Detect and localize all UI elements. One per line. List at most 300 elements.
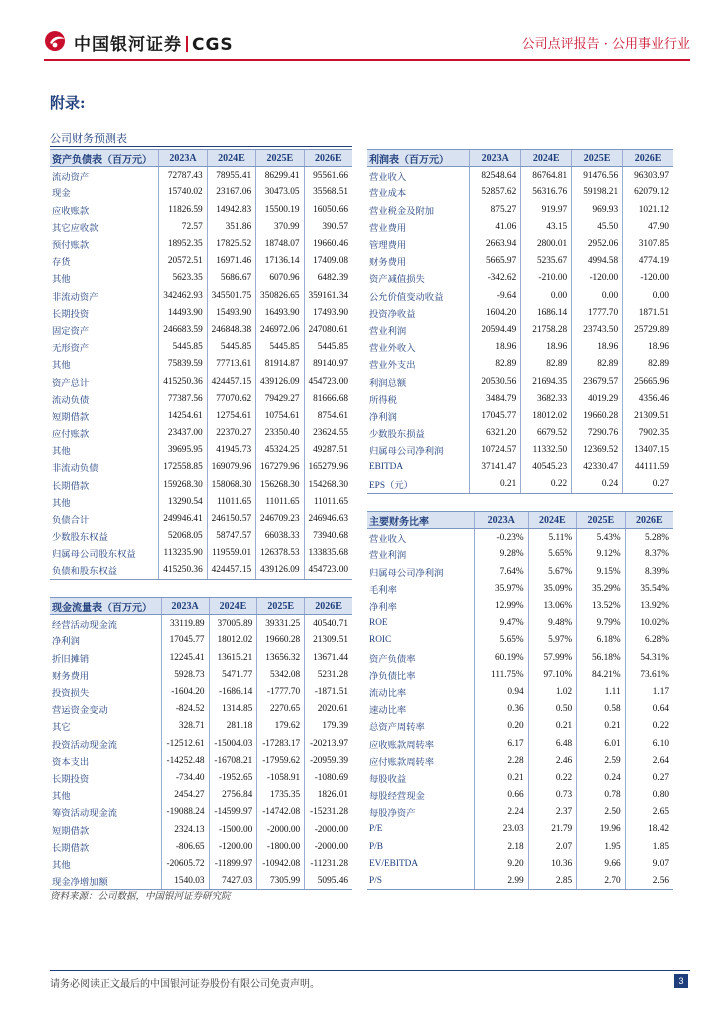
value-cell: 13407.15 (623, 442, 673, 459)
row-label: ROE (369, 618, 388, 629)
table-row (50, 459, 352, 476)
page-number: 3 (674, 974, 688, 988)
value-cell: 33119.89 (161, 615, 209, 632)
value-cell: 86764.81 (521, 167, 572, 184)
value-cell: 9.28% (474, 546, 528, 563)
year-header-cell: 2025E (257, 598, 305, 615)
value-cell: -120.00 (572, 270, 623, 287)
table-row (50, 442, 352, 459)
value-cell: 10754.61 (256, 407, 304, 424)
value-cell: 1314.85 (209, 701, 257, 718)
value-cell: 73940.68 (304, 528, 352, 545)
value-cell: 9.12% (577, 546, 626, 563)
row-label: 现金净增加额 (50, 873, 161, 890)
value-cell: 0.73 (528, 787, 577, 804)
row-label: 归属母公司净利润 (369, 568, 444, 579)
value-cell: 17136.14 (256, 253, 304, 270)
table-row (50, 821, 352, 838)
value-cell: 247080.61 (304, 321, 352, 338)
row-label: 其他 (52, 498, 71, 509)
row-label: 折旧摊销 (52, 654, 90, 665)
table-row (367, 546, 673, 563)
table-row (367, 632, 673, 649)
value-cell: 18952.35 (159, 235, 207, 252)
row-label: 其它 (52, 723, 71, 734)
row-label: 其它应收款 (52, 223, 99, 234)
value-cell: 23437.00 (159, 425, 207, 442)
value-cell: 81914.87 (256, 356, 304, 373)
value-cell: 35568.51 (304, 184, 352, 201)
table-row (367, 356, 673, 373)
value-cell: -0.23% (474, 529, 528, 546)
value-cell: 0.00 (521, 287, 572, 304)
row-label: 其他 (52, 275, 71, 286)
value-cell: 1735.35 (257, 787, 305, 804)
table-row (50, 373, 352, 390)
section-title: 公司财务预测表 (50, 132, 127, 145)
table-row (50, 390, 352, 407)
value-cell: 126378.53 (256, 545, 304, 562)
table-row (367, 752, 673, 769)
row-label: 预付账款 (52, 241, 90, 252)
value-cell: 0.36 (474, 701, 528, 718)
value-cell: 246972.06 (256, 321, 304, 338)
value-cell: 1.11 (577, 683, 626, 700)
value-cell: 6.18% (577, 632, 626, 649)
table-row (50, 253, 352, 270)
row-label: 负债合计 (52, 516, 90, 527)
report-type: 公司点评报告 · 公用事业行业 (521, 37, 690, 52)
value-cell: 13615.21 (209, 649, 257, 666)
table-row (50, 321, 352, 338)
value-cell: 35.97% (474, 580, 528, 597)
row-label: 资产总计 (52, 378, 90, 389)
table-row (367, 184, 673, 201)
value-cell: 13.52% (577, 597, 626, 614)
value-cell: 281.18 (209, 718, 257, 735)
table-row (50, 562, 352, 579)
value-cell: 2.07 (528, 838, 577, 855)
value-cell: -20213.97 (305, 735, 352, 752)
table-row (367, 649, 673, 666)
value-cell: 6.48 (528, 735, 577, 752)
row-label: 营业收入 (369, 172, 407, 183)
value-cell: 43.15 (521, 218, 572, 235)
year-header-cell: 2024E (209, 598, 257, 615)
value-cell: 4774.19 (623, 253, 673, 270)
value-cell: 18.96 (521, 339, 572, 356)
table-row (50, 615, 352, 632)
value-cell: 2.50 (577, 804, 626, 821)
value-cell: 82.89 (521, 356, 572, 373)
value-cell: 10.36 (528, 855, 577, 872)
value-cell: 21309.51 (623, 407, 673, 424)
value-cell: 40540.71 (305, 615, 352, 632)
value-cell: 41945.73 (207, 442, 255, 459)
table-row (367, 459, 673, 476)
value-cell: 14254.61 (159, 407, 207, 424)
row-label: 净利率 (369, 603, 397, 614)
table-row (367, 476, 673, 493)
value-cell: 21.79 (528, 821, 577, 838)
value-cell: 15493.90 (207, 304, 255, 321)
value-cell: 97.10% (528, 666, 577, 683)
value-cell: -15231.28 (305, 804, 352, 821)
row-label: P/S (367, 872, 474, 889)
value-cell: 0.66 (474, 787, 528, 804)
value-cell: 246946.63 (304, 510, 352, 527)
row-label: 长期借款 (52, 481, 90, 492)
value-cell: 59198.21 (572, 184, 623, 201)
table-row (50, 804, 352, 821)
row-label: 固定资产 (52, 326, 90, 337)
value-cell: 12245.41 (161, 649, 209, 666)
value-cell: 9.15% (577, 563, 626, 580)
value-cell: -1952.65 (209, 769, 257, 786)
value-cell: 2270.65 (257, 701, 305, 718)
row-label: 营业利润 (369, 326, 407, 337)
table-row (50, 528, 352, 545)
value-cell: 6.28% (625, 632, 673, 649)
table-row (50, 167, 352, 184)
value-cell: -12512.61 (161, 735, 209, 752)
value-cell: 154268.30 (304, 476, 352, 493)
value-cell: 113235.90 (159, 545, 207, 562)
brand-logo-text (74, 30, 234, 55)
value-cell: 77387.56 (159, 390, 207, 407)
value-cell: 6.17 (474, 735, 528, 752)
value-cell: 13656.32 (257, 649, 305, 666)
table-row (367, 304, 673, 321)
value-cell: 60.19% (474, 649, 528, 666)
section-divider (50, 146, 352, 147)
value-cell: 351.86 (207, 218, 255, 235)
value-cell: 165279.96 (304, 459, 352, 476)
table-row (50, 425, 352, 442)
value-cell: 0.58 (577, 701, 626, 718)
value-cell: -10942.08 (257, 855, 305, 872)
value-cell: 21309.51 (305, 632, 352, 649)
row-label: 流动负债 (52, 395, 90, 406)
value-cell: 47.90 (623, 218, 673, 235)
row-label: 营业外收入 (369, 344, 416, 355)
value-cell: 15740.02 (159, 184, 207, 201)
table-row (50, 184, 352, 201)
year-header-cell: 2024E (207, 150, 255, 167)
row-label: 财务费用 (52, 671, 90, 682)
value-cell: 328.71 (161, 718, 209, 735)
table-row (50, 270, 352, 287)
table-row (50, 493, 352, 510)
source-note: 资料来源：公司数据，中国银河证券研究院 (50, 892, 231, 902)
value-cell: 5471.77 (209, 666, 257, 683)
value-cell: 2.99 (474, 872, 528, 889)
table-row (50, 838, 352, 855)
value-cell: 37005.89 (209, 615, 257, 632)
year-header-cell: 2026E (304, 150, 352, 167)
table-title-cell: 利润表（百万元） (367, 150, 470, 167)
value-cell: 6070.96 (256, 270, 304, 287)
table-row (50, 735, 352, 752)
table-row (50, 201, 352, 218)
value-cell: 19.96 (577, 821, 626, 838)
value-cell: 424457.15 (207, 562, 255, 579)
value-cell: 9.07 (625, 855, 673, 872)
value-cell: 2.59 (577, 752, 626, 769)
value-cell: 20530.56 (470, 373, 521, 390)
value-cell: 10.02% (625, 615, 673, 632)
row-label: 其他 (52, 860, 71, 871)
value-cell: 133835.68 (304, 545, 352, 562)
row-label: 公允价值变动收益 (369, 292, 444, 303)
value-cell: 44111.59 (623, 459, 673, 476)
value-cell: 77070.62 (207, 390, 255, 407)
value-cell: 3107.85 (623, 235, 673, 252)
value-cell: 11011.65 (256, 493, 304, 510)
value-cell: 20572.51 (159, 253, 207, 270)
table-row (367, 390, 673, 407)
value-cell: -210.00 (521, 270, 572, 287)
value-cell: 5095.46 (305, 873, 352, 890)
value-cell: -19088.24 (161, 804, 209, 821)
value-cell: 13.92% (625, 597, 673, 614)
value-cell: 17409.08 (304, 253, 352, 270)
row-label: 其他 (52, 361, 71, 372)
value-cell: 6321.20 (470, 425, 521, 442)
value-cell: 18.96 (470, 339, 521, 356)
balance-sheet-table (50, 149, 352, 580)
value-cell: 179.39 (305, 718, 352, 735)
value-cell: 22370.27 (207, 425, 255, 442)
value-cell: 0.64 (625, 701, 673, 718)
value-cell: 1.85 (625, 838, 673, 855)
value-cell: 1021.12 (623, 201, 673, 218)
table-row (367, 339, 673, 356)
value-cell: -1604.20 (161, 683, 209, 700)
value-cell: -1800.00 (257, 838, 305, 855)
row-label: 资产减值损失 (369, 275, 425, 286)
value-cell: 969.93 (572, 201, 623, 218)
value-cell: 0.00 (623, 287, 673, 304)
row-label: 归属母公司股东权益 (52, 550, 136, 561)
value-cell: 5.28% (625, 529, 673, 546)
value-cell: -1080.69 (305, 769, 352, 786)
value-cell: -2000.00 (305, 821, 352, 838)
row-label: 归属母公司净利润 (369, 447, 444, 458)
value-cell: -1871.51 (305, 683, 352, 700)
value-cell: 14942.83 (207, 201, 255, 218)
value-cell: 7.64% (474, 563, 528, 580)
value-cell: -1058.91 (257, 769, 305, 786)
value-cell: -15004.03 (209, 735, 257, 752)
table-row (50, 752, 352, 769)
row-label: 现金 (52, 189, 71, 200)
value-cell: 23679.57 (572, 373, 623, 390)
value-cell: 75839.59 (159, 356, 207, 373)
year-header-cell: 2026E (305, 598, 352, 615)
value-cell: 5445.85 (207, 339, 255, 356)
table-row (50, 718, 352, 735)
value-cell: 2.28 (474, 752, 528, 769)
table-row (367, 235, 673, 252)
row-label: ROIC (369, 635, 392, 646)
value-cell: -17959.62 (257, 752, 305, 769)
value-cell: 96303.97 (623, 167, 673, 184)
value-cell: 49287.51 (304, 442, 352, 459)
year-header-cell: 2025E (577, 512, 626, 529)
row-label: 长期借款 (52, 843, 90, 854)
row-label: P/E (369, 824, 383, 835)
year-header-cell: 2026E (623, 150, 673, 167)
value-cell: 56316.76 (521, 184, 572, 201)
value-cell: 415250.36 (159, 562, 207, 579)
row-label: 少数股东损益 (369, 430, 425, 441)
table-row (367, 735, 673, 752)
value-cell: 5445.85 (304, 339, 352, 356)
row-label: 长期投资 (52, 309, 90, 320)
value-cell: 35.09% (528, 580, 577, 597)
value-cell: 21758.28 (521, 321, 572, 338)
brand-name-en: CGS (192, 35, 234, 55)
value-cell: 2.18 (474, 838, 528, 855)
value-cell: 4994.58 (572, 253, 623, 270)
value-cell: 19660.46 (304, 235, 352, 252)
table-row (50, 632, 352, 649)
value-cell: 5231.28 (305, 666, 352, 683)
table-row (50, 787, 352, 804)
row-label: 管理费用 (369, 241, 407, 252)
value-cell: 1.17 (625, 683, 673, 700)
value-cell: 23743.50 (572, 321, 623, 338)
row-label: P/B (369, 841, 383, 852)
value-cell: 79429.27 (256, 390, 304, 407)
value-cell: 2324.13 (161, 821, 209, 838)
value-cell: 25665.96 (623, 373, 673, 390)
value-cell: 17493.90 (304, 304, 352, 321)
row-label: 每股净资产 (369, 809, 416, 820)
value-cell: 2663.94 (470, 235, 521, 252)
year-header-cell: 2024E (521, 150, 572, 167)
value-cell: 919.97 (521, 201, 572, 218)
value-cell: 82.89 (470, 356, 521, 373)
value-cell: 91476.56 (572, 167, 623, 184)
value-cell: 2.65 (625, 804, 673, 821)
table-row (367, 321, 673, 338)
row-label: 净利润 (52, 637, 80, 648)
value-cell: 1540.03 (161, 873, 209, 890)
value-cell: 167279.96 (256, 459, 304, 476)
value-cell: -16708.21 (209, 752, 257, 769)
row-label: 经营活动现金流 (52, 620, 118, 631)
value-cell: 37141.47 (470, 459, 521, 476)
value-cell: -2000.00 (257, 821, 305, 838)
value-cell: 169079.96 (207, 459, 255, 476)
value-cell: -14252.48 (161, 752, 209, 769)
value-cell: 0.94 (474, 683, 528, 700)
value-cell: 9.79% (577, 615, 626, 632)
value-cell: 7290.76 (572, 425, 623, 442)
value-cell: 5.67% (528, 563, 577, 580)
value-cell: 8.39% (625, 563, 673, 580)
row-label: 少数股东权益 (52, 533, 108, 544)
value-cell: 0.27 (625, 769, 673, 786)
value-cell: 17045.77 (470, 407, 521, 424)
value-cell: 72.57 (159, 218, 207, 235)
value-cell: -1777.70 (257, 683, 305, 700)
value-cell: 12.99% (474, 597, 528, 614)
row-label: 应收账款 (52, 206, 90, 217)
value-cell: 2020.61 (305, 701, 352, 718)
table-row (367, 373, 673, 390)
year-header-cell: 2025E (572, 150, 623, 167)
value-cell: 415250.36 (159, 373, 207, 390)
value-cell: 6482.39 (304, 270, 352, 287)
value-cell: -14742.08 (257, 804, 305, 821)
row-label: EV/EBITDA (369, 858, 419, 869)
row-label: 存货 (52, 258, 71, 269)
value-cell: 77713.61 (207, 356, 255, 373)
value-cell: 1604.20 (470, 304, 521, 321)
year-header-cell: 2023A (470, 150, 521, 167)
value-cell: 35.54% (625, 580, 673, 597)
table-row (50, 356, 352, 373)
value-cell: 18.42 (625, 821, 673, 838)
value-cell: -824.52 (161, 701, 209, 718)
value-cell: 2.24 (474, 804, 528, 821)
table-row (367, 580, 673, 597)
value-cell: 6.01 (577, 735, 626, 752)
value-cell: 73.61% (625, 666, 673, 683)
value-cell: 159268.30 (159, 476, 207, 493)
page-header (0, 0, 724, 64)
value-cell: 54.31% (625, 649, 673, 666)
appendix-heading: 附录: (50, 94, 86, 112)
value-cell: 246848.38 (207, 321, 255, 338)
value-cell: 16493.90 (256, 304, 304, 321)
table-header-row (50, 598, 352, 615)
value-cell: 158068.30 (207, 476, 255, 493)
table-row (367, 615, 673, 632)
table-header-row (367, 150, 673, 167)
value-cell: 8.37% (625, 546, 673, 563)
row-label: 每股经营现金 (369, 792, 425, 803)
value-cell: 0.22 (521, 476, 572, 493)
row-label: 财务费用 (369, 258, 407, 269)
value-cell: 16971.46 (207, 253, 255, 270)
value-cell: 5.97% (528, 632, 577, 649)
value-cell: 179.62 (257, 718, 305, 735)
value-cell: -17283.17 (257, 735, 305, 752)
value-cell: 8754.61 (304, 407, 352, 424)
brand-name-cn: 中国银河证券 (74, 35, 182, 55)
table-row (367, 787, 673, 804)
logo-divider (186, 36, 188, 52)
value-cell: 18.96 (623, 339, 673, 356)
value-cell: 9.47% (474, 615, 528, 632)
table-row (367, 270, 673, 287)
table-row (367, 218, 673, 235)
table-row (50, 339, 352, 356)
row-label: 投资损失 (52, 689, 90, 700)
table-row (367, 201, 673, 218)
table-header-row (367, 512, 673, 529)
value-cell: 246709.23 (256, 510, 304, 527)
value-cell: 0.27 (623, 476, 673, 493)
table-row (50, 769, 352, 786)
value-cell: 23.03 (474, 821, 528, 838)
value-cell: 2454.27 (161, 787, 209, 804)
value-cell: 45324.25 (256, 442, 304, 459)
